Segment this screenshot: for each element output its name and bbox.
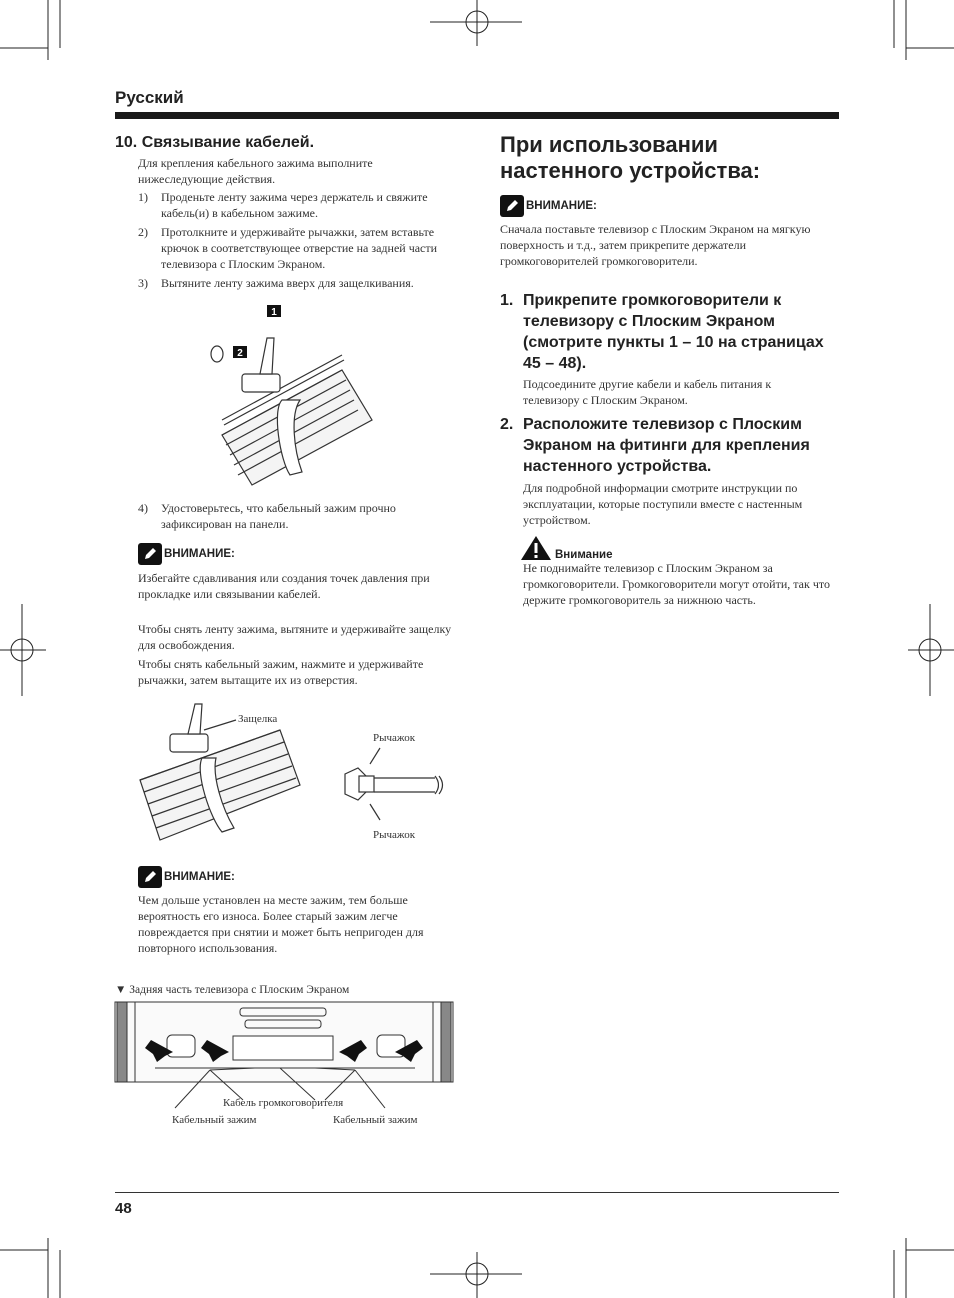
- step-1-text: Подсоедините другие кабели и кабель питания к телевизору с Плоским Экраном.: [523, 377, 772, 407]
- caution-2: [138, 866, 235, 888]
- step-2-text: Для подробной информации смотрите инструкции по эксплуатации, которые поступили вместе с настенным устройством.: [523, 481, 803, 527]
- latch-lever-figure: [140, 700, 460, 850]
- caution-right-text: Сначала поставьте телевизор с Плоским Экраном на мягкую поверхность и т.д., затем прикрепите держатели громкоговорителей громкоговорители.: [500, 222, 811, 268]
- list-item: 2) Протолкните и удерживайте рычажки, затем вставьте крючок в соответствующее отверстие на задней части телевизора с Плоским Экраном.: [138, 225, 438, 271]
- caution-1: [138, 543, 235, 565]
- pencil-icon: [138, 866, 162, 888]
- intro-text: Для крепления кабельного зажима выполните нижеследующие действия.: [138, 156, 373, 186]
- warning-label: Внимание: [555, 549, 613, 561]
- marker-1-text: 1: [271, 307, 277, 318]
- cable-clamp-figure: [212, 300, 372, 480]
- remove-clamp-text: Чтобы снять кабельный зажим, нажмите и удерживайте рычажки, затем вытащите их из отверстия.: [138, 657, 424, 687]
- lever-bottom-label: Рычажок: [373, 829, 416, 841]
- caution-2-text: Чем дольше установлен на месте зажим, тем больше вероятность его износа. Более старый зажим легче повреждается при снятии и может быть непригоден для повторного использования.: [138, 893, 424, 955]
- caution-label: ВНИМАНИЕ:: [164, 871, 235, 883]
- caution-right: [500, 195, 597, 217]
- remove-band-text: Чтобы снять ленту зажима, вытяните и удерживайте защелку для освобождения.: [138, 622, 452, 652]
- pencil-icon: [500, 195, 524, 217]
- steps-list: [138, 189, 456, 291]
- footer-rule: [115, 1192, 839, 1193]
- speaker-cable-label: Кабель громкоговорителя: [223, 1097, 344, 1109]
- warning: [520, 535, 612, 561]
- warning-text: Не поднимайте телевизор с Плоским Экраном за громкоговорители. Громкоговорители могут отойти, так что держите громкоговоритель за нижнюю часть.: [523, 561, 830, 607]
- section-title: 10. Связывание кабелей.: [115, 134, 315, 151]
- clamp-left-label: Кабельный зажим: [172, 1114, 257, 1126]
- list-item: 4) Удостоверьтесь, что кабельный зажим прочно зафиксирован на панели.: [138, 501, 396, 531]
- list-item: 3) Вытяните ленту зажима вверх для защелкивания.: [138, 276, 414, 290]
- step-4: [138, 500, 456, 532]
- caution-label: ВНИМАНИЕ:: [164, 548, 235, 560]
- page-number: 48: [115, 1200, 132, 1217]
- caution-1-text: Избегайте сдавливания или создания точек давления при прокладке или связывании кабелей.: [138, 571, 430, 601]
- warning-triangle-icon: [520, 535, 552, 561]
- caution-label: ВНИМАНИЕ:: [526, 200, 597, 212]
- clamp-right-label: Кабельный зажим: [333, 1114, 418, 1126]
- step-2-heading: 2. Расположите телевизор с Плоским Экраном на фитинги для крепления настенного устройства.: [500, 416, 810, 475]
- language-header: Русский: [115, 88, 184, 107]
- page-title: При использовании настенного устройства:: [500, 132, 761, 183]
- latch-label: Защелка: [238, 713, 278, 725]
- list-item: 1) Проденьте ленту зажима через держатель и свяжите кабель(и) в кабельном зажиме.: [138, 190, 428, 220]
- header-rule: [115, 112, 839, 119]
- step-1-heading: 1. Прикрепите громкоговорители к телевизору с Плоским Экраном (смотрите пункты 1 – 10 на страницах 45 – 48).: [500, 292, 824, 372]
- lever-top-label: Рычажок: [373, 732, 416, 744]
- marker-2-text: 2: [237, 348, 243, 359]
- figure-caption: ▼ Задняя часть телевизора с Плоским Экраном: [115, 984, 350, 996]
- pencil-icon: [138, 543, 162, 565]
